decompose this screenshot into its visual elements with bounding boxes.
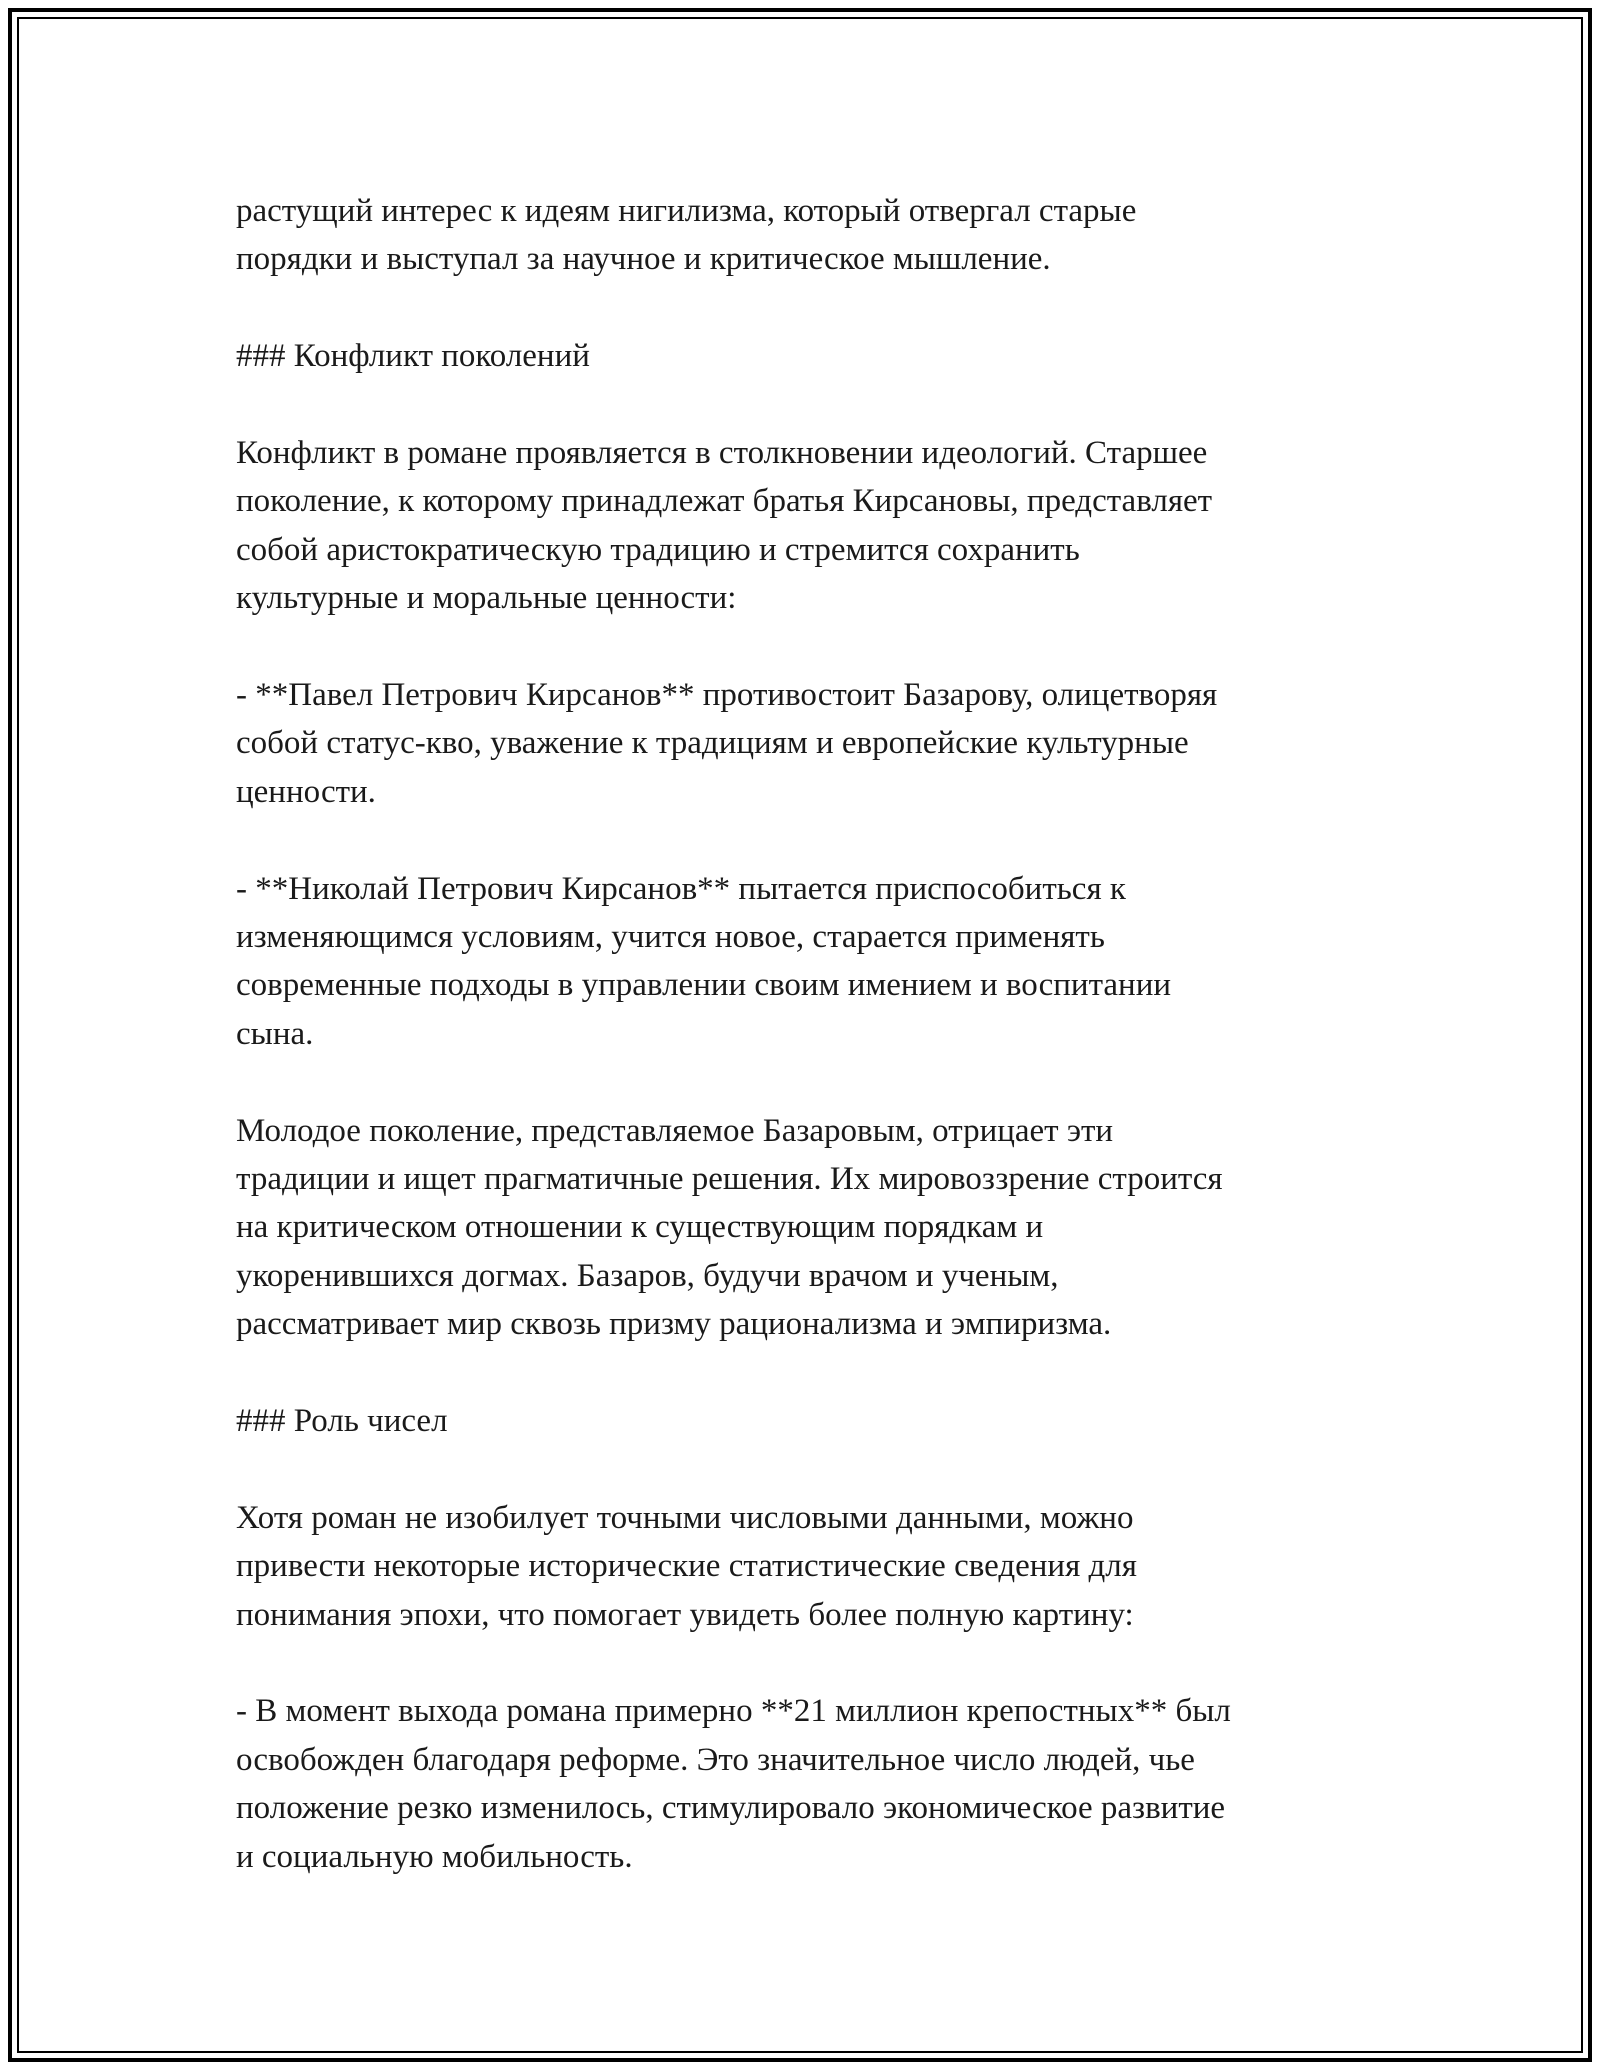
heading-role-of-numbers: ### Роль чисел — [236, 1403, 448, 1440]
paragraph-young-generation: Молодое поколение, представляемое Базаровым, отрицает эти традиции и ищет прагматичные решения. Их мировоззрение строится на критическом отношении к существующим порядкам и укоренившихся догмах. Базаров, будучи врачом и ученым, рассматривает мир сквозь призму рационализма и эмпиризма. — [236, 1112, 1223, 1343]
list-item-pavel-kirsanov: - **Павел Петрович Кирсанов** противостоит Базарову, олицетворяя собой статус-кво, уважение к традициям и европейские культурные ценности. — [236, 677, 1218, 810]
document-body — [236, 187, 1366, 1881]
paragraph-historical-statistics: Хотя роман не изобилует точными числовыми данными, можно привести некоторые исторические статистические сведения для понимания эпохи, что помогает увидеть более полную картину: — [236, 1499, 1137, 1633]
heading-generation-conflict: ### Конфликт поколений — [236, 338, 590, 375]
paragraph-conflict-description: Конфликт в романе проявляется в столкновении идеологий. Старшее поколение, к которому принадлежат братья Кирсановы, представляет собой аристократическую традицию и стремится сохранить культурные и моральные ценности: — [236, 435, 1213, 617]
list-item-serfs-liberation: - В момент выхода романа примерно **21 миллион крепостных** был освобожден благодаря реформе. Это значительное число людей, чье положение резко изменилось, стимулировало экономическое развитие и социальную мобильность. — [236, 1693, 1231, 1875]
paragraph-nihilism-intro: растущий интерес к идеям нигилизма, который отвергал старые порядки и выступал за научное и критическое мышление. — [236, 193, 1137, 278]
list-item-nikolai-kirsanov: - **Николай Петрович Кирсанов** пытается приспособиться к изменяющимся условиям, учится новое, старается применять современные подходы в управлении своим имением и воспитании сына. — [236, 870, 1172, 1052]
